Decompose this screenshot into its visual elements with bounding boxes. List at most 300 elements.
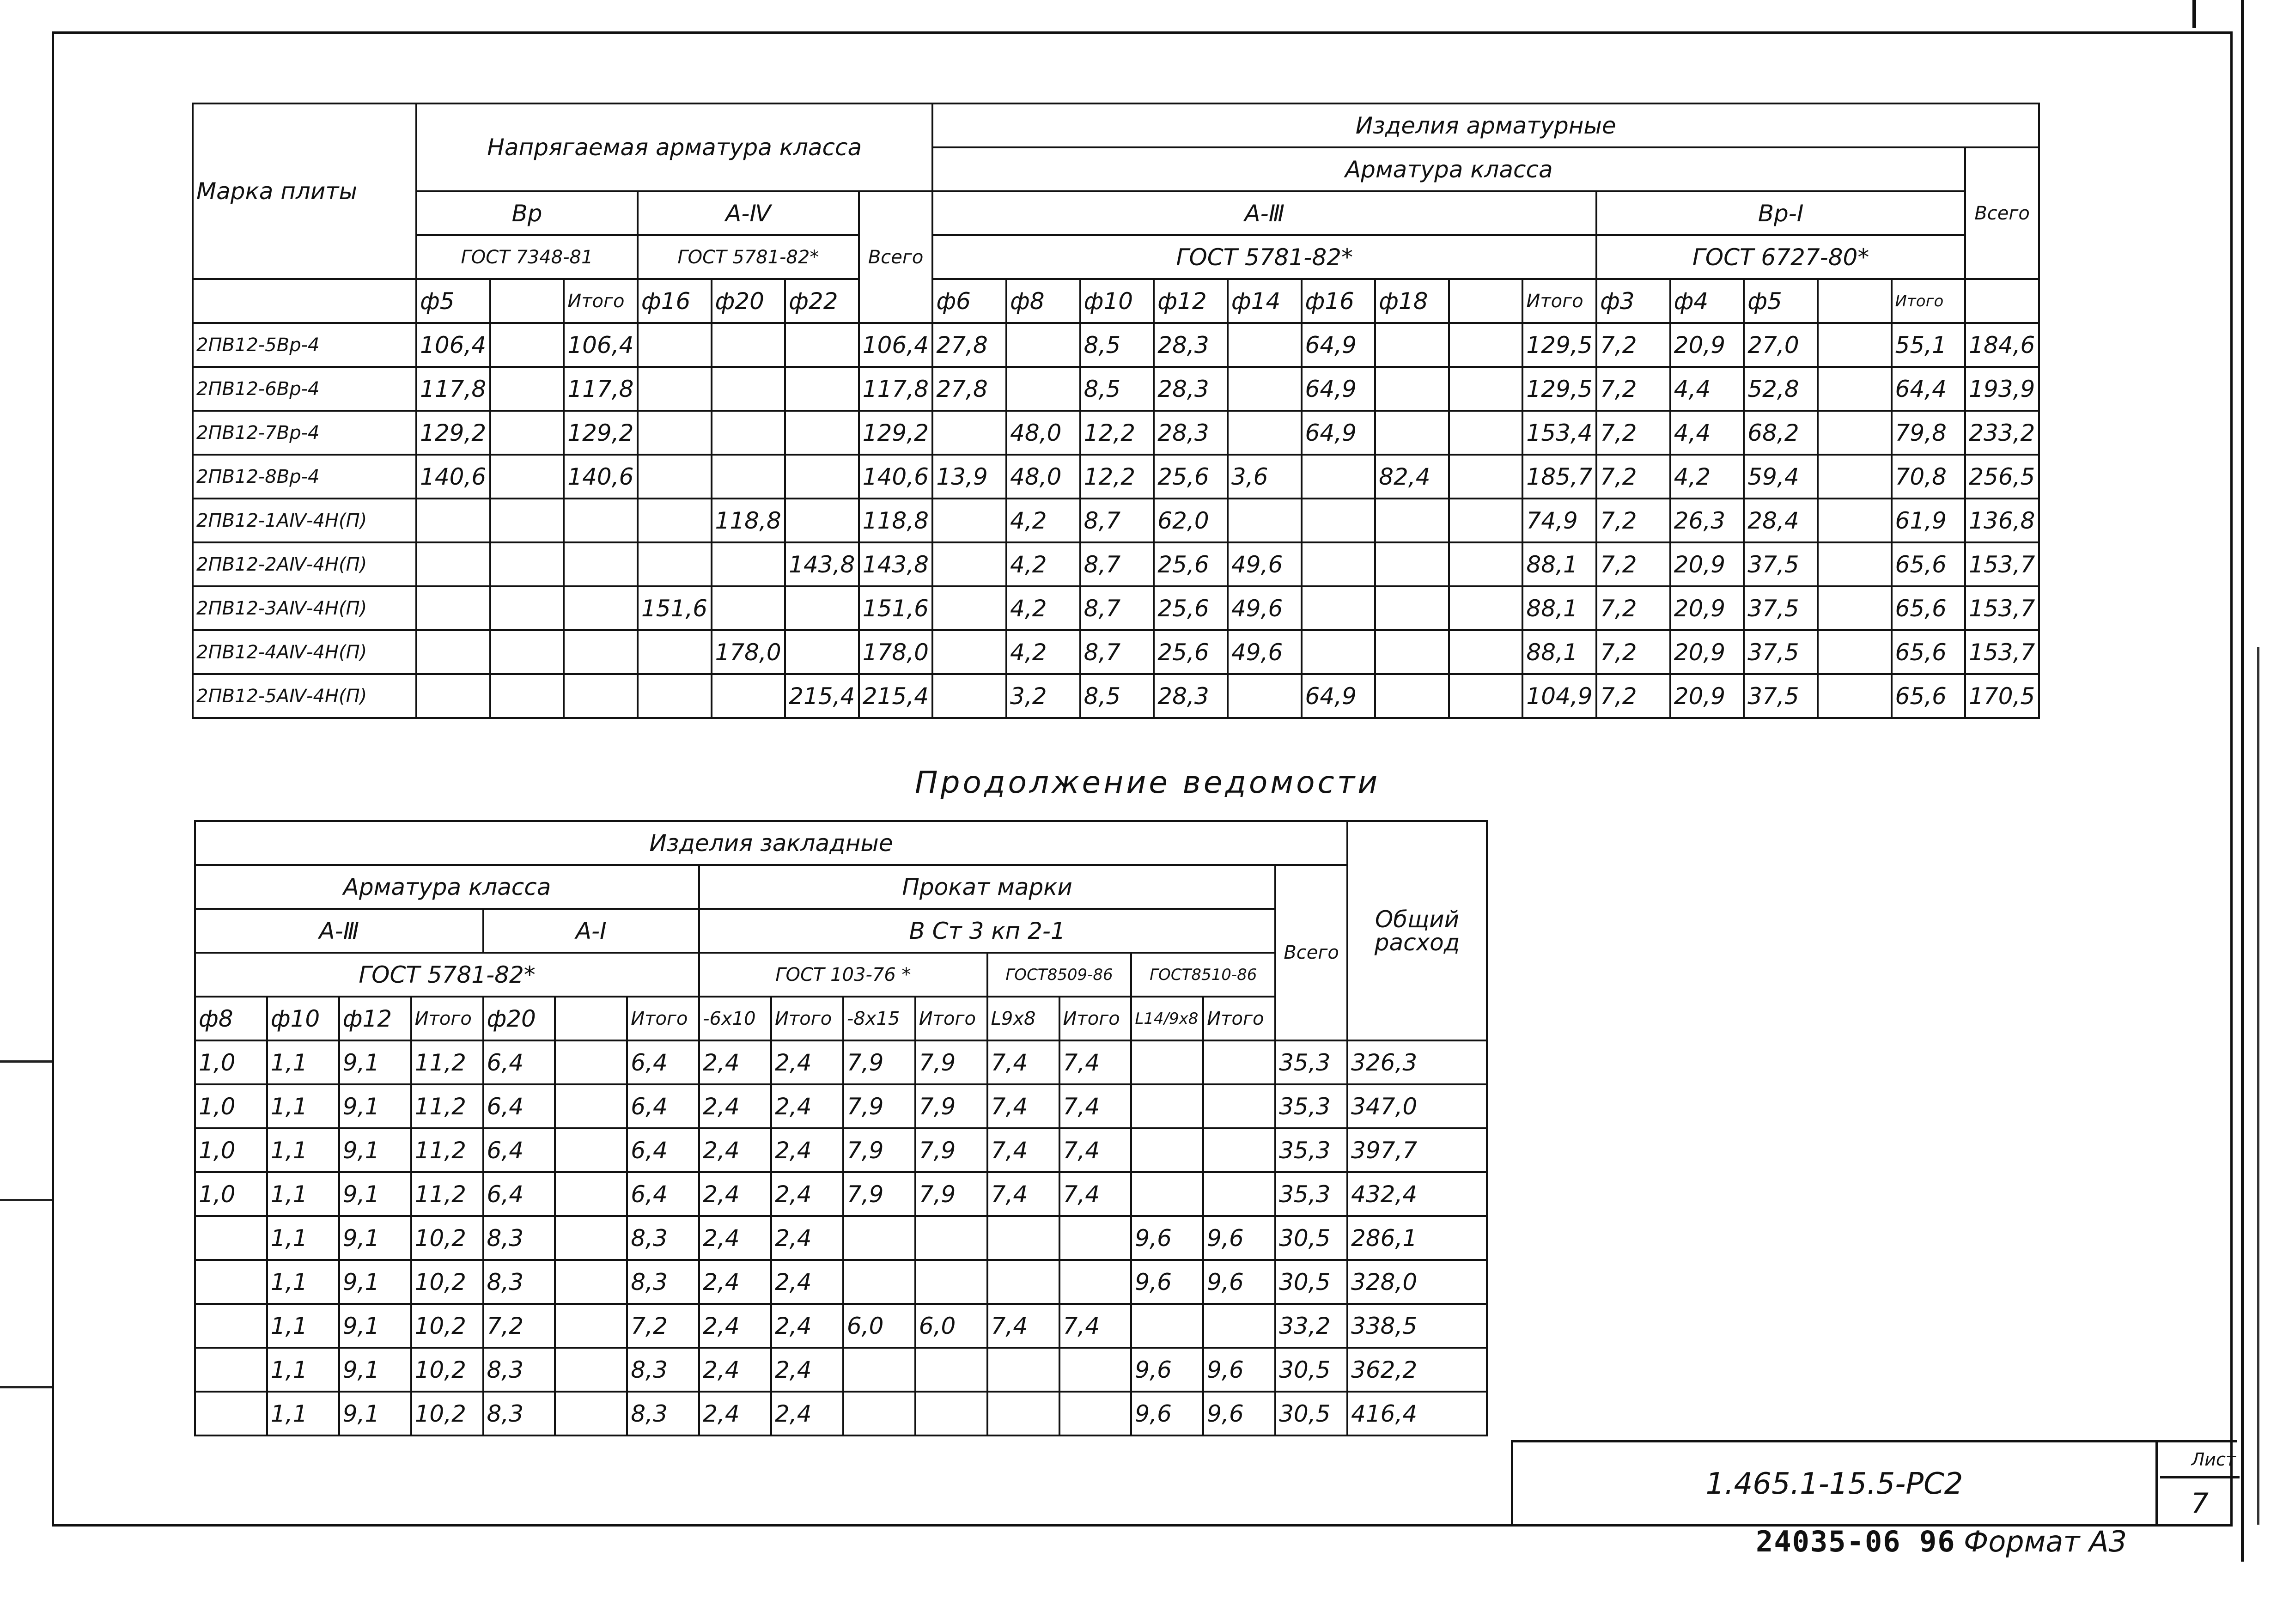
- table-row: [195, 1260, 1487, 1304]
- value-cell: 61,9: [1892, 499, 1966, 542]
- sheet-label: Лист: [2160, 1442, 2240, 1478]
- value-cell: 33,2: [1275, 1304, 1347, 1348]
- diam-header: ф16: [638, 279, 712, 323]
- value-cell: 143,8: [859, 542, 933, 586]
- value-cell: [490, 367, 564, 411]
- value-cell: 106,4: [416, 323, 490, 367]
- header-gost-bp1: ГОСТ 6727-80*: [1596, 235, 1965, 279]
- header-rolled: Прокат марки: [699, 865, 1275, 909]
- value-cell: 7,2: [1596, 499, 1670, 542]
- value-cell: 1,1: [267, 1128, 339, 1172]
- value-cell: 328,0: [1347, 1260, 1487, 1304]
- inventory-number: 24035-06 96: [1756, 1525, 1956, 1558]
- value-cell: 362,2: [1347, 1348, 1487, 1392]
- diam-header: ф6: [932, 279, 1006, 323]
- header-mark: Марка плиты: [193, 103, 416, 279]
- header-embedded-products: Изделия закладные: [195, 821, 1347, 865]
- row-mark-cell: 2ПВ12-6Вр-4: [193, 367, 416, 411]
- table-row: [193, 411, 2039, 455]
- value-cell: 7,4: [987, 1172, 1059, 1216]
- value-cell: [1375, 542, 1449, 586]
- value-cell: 27,0: [1744, 323, 1818, 367]
- value-cell: 7,9: [915, 1172, 987, 1216]
- header-total-consumption: Общий расход: [1347, 821, 1487, 1040]
- value-cell: 6,4: [483, 1172, 555, 1216]
- value-cell: 7,2: [627, 1304, 699, 1348]
- diam-header: ф20: [712, 279, 785, 323]
- value-cell: 286,1: [1347, 1216, 1487, 1260]
- value-cell: [638, 542, 712, 586]
- size-header: [555, 997, 627, 1040]
- value-cell: [416, 630, 490, 674]
- reinforcement-table-body: [193, 323, 2039, 718]
- value-cell: 178,0: [712, 630, 785, 674]
- value-cell: 9,1: [339, 1084, 411, 1128]
- value-cell: [712, 411, 785, 455]
- value-cell: [1818, 411, 1892, 455]
- value-cell: 6,4: [627, 1128, 699, 1172]
- value-cell: 49,6: [1228, 586, 1302, 630]
- value-cell: 347,0: [1347, 1084, 1487, 1128]
- header-gost-a4: ГОСТ 5781-82*: [638, 235, 859, 279]
- value-cell: 215,4: [859, 674, 933, 718]
- value-cell: 129,2: [564, 411, 638, 455]
- value-cell: [555, 1040, 627, 1084]
- value-cell: [195, 1392, 267, 1435]
- value-cell: 10,2: [411, 1304, 483, 1348]
- diam-header: [490, 279, 564, 323]
- size-header: Итого: [627, 997, 699, 1040]
- diam-header: ф12: [1154, 279, 1228, 323]
- value-cell: 4,2: [1006, 542, 1080, 586]
- value-cell: [712, 674, 785, 718]
- value-cell: 2,4: [771, 1172, 843, 1216]
- value-cell: 233,2: [1965, 411, 2039, 455]
- value-cell: 2,4: [771, 1040, 843, 1084]
- value-cell: [987, 1348, 1059, 1392]
- value-cell: 48,0: [1006, 411, 1080, 455]
- value-cell: [555, 1084, 627, 1128]
- value-cell: [712, 367, 785, 411]
- header-class-bp1: Вр-Ⅰ: [1596, 191, 1965, 235]
- value-cell: 140,6: [859, 455, 933, 499]
- value-cell: 55,1: [1892, 323, 1966, 367]
- value-cell: 7,9: [915, 1084, 987, 1128]
- value-cell: [195, 1304, 267, 1348]
- diam-header: Итого: [1522, 279, 1596, 323]
- value-cell: [1302, 630, 1376, 674]
- header-rebar-class: Арматура класса: [195, 865, 699, 909]
- table-row: [193, 586, 2039, 630]
- value-cell: 49,6: [1228, 542, 1302, 586]
- value-cell: [785, 367, 859, 411]
- value-cell: 6,4: [627, 1040, 699, 1084]
- row-mark-cell: 2ПВ12-1АⅣ-4Н(П): [193, 499, 416, 542]
- value-cell: 7,2: [483, 1304, 555, 1348]
- value-cell: 2,4: [699, 1392, 771, 1435]
- value-cell: 7,4: [1059, 1172, 1132, 1216]
- value-cell: [416, 674, 490, 718]
- table-row: [193, 499, 2039, 542]
- value-cell: 25,6: [1154, 542, 1228, 586]
- value-cell: 117,8: [564, 367, 638, 411]
- diam-header: [1449, 279, 1523, 323]
- header-gost-a3: ГОСТ 5781-82*: [932, 235, 1596, 279]
- value-cell: 11,2: [411, 1172, 483, 1216]
- row-mark-cell: 2ПВ12-2АⅣ-4Н(П): [193, 542, 416, 586]
- value-cell: 338,5: [1347, 1304, 1487, 1348]
- diam-header: ф5: [1744, 279, 1818, 323]
- value-cell: 4,2: [1006, 630, 1080, 674]
- value-cell: 153,7: [1965, 542, 2039, 586]
- value-cell: 4,2: [1670, 455, 1744, 499]
- diam-header: ф3: [1596, 279, 1670, 323]
- value-cell: [638, 630, 712, 674]
- value-cell: 129,2: [859, 411, 933, 455]
- value-cell: 6,0: [915, 1304, 987, 1348]
- value-cell: 153,7: [1965, 586, 2039, 630]
- value-cell: [1228, 323, 1302, 367]
- table-row: [195, 1392, 1487, 1435]
- value-cell: 37,5: [1744, 674, 1818, 718]
- value-cell: 8,5: [1080, 674, 1154, 718]
- value-cell: 7,4: [987, 1040, 1059, 1084]
- value-cell: [1203, 1172, 1275, 1216]
- value-cell: [1228, 499, 1302, 542]
- document-id: 1.465.1-15.5-РС2: [1513, 1442, 2158, 1526]
- value-cell: 7,9: [915, 1040, 987, 1084]
- value-cell: [555, 1172, 627, 1216]
- value-cell: [915, 1392, 987, 1435]
- value-cell: 3,2: [1006, 674, 1080, 718]
- value-cell: [195, 1260, 267, 1304]
- value-cell: 143,8: [785, 542, 859, 586]
- size-header: Итого: [771, 997, 843, 1040]
- value-cell: 9,1: [339, 1128, 411, 1172]
- value-cell: [915, 1216, 987, 1260]
- value-cell: 8,3: [627, 1216, 699, 1260]
- value-cell: [490, 411, 564, 455]
- value-cell: 25,6: [1154, 586, 1228, 630]
- header-total-products: Всего: [1965, 147, 2039, 279]
- value-cell: 8,7: [1080, 630, 1154, 674]
- row-mark-cell: 2ПВ12-3АⅣ-4Н(П): [193, 586, 416, 630]
- value-cell: 68,2: [1744, 411, 1818, 455]
- header-gost-bp: ГОСТ 7348-81: [416, 235, 638, 279]
- value-cell: [1818, 455, 1892, 499]
- value-cell: [843, 1216, 915, 1260]
- value-cell: 28,3: [1154, 411, 1228, 455]
- value-cell: 30,5: [1275, 1260, 1347, 1304]
- table-row: [193, 542, 2039, 586]
- value-cell: 8,5: [1080, 367, 1154, 411]
- value-cell: [416, 542, 490, 586]
- size-header: Итого: [411, 997, 483, 1040]
- value-cell: 20,9: [1670, 586, 1744, 630]
- value-cell: 37,5: [1744, 630, 1818, 674]
- value-cell: 1,1: [267, 1084, 339, 1128]
- table-row: [195, 1040, 1487, 1084]
- size-header: Итого: [1059, 997, 1132, 1040]
- value-cell: 416,4: [1347, 1392, 1487, 1435]
- value-cell: 9,1: [339, 1392, 411, 1435]
- value-cell: 6,4: [483, 1040, 555, 1084]
- value-cell: 65,6: [1892, 674, 1966, 718]
- value-cell: 136,8: [1965, 499, 2039, 542]
- value-cell: 11,2: [411, 1084, 483, 1128]
- value-cell: 88,1: [1522, 630, 1596, 674]
- value-cell: [490, 630, 564, 674]
- value-cell: [490, 674, 564, 718]
- embedded-items-table-body: [195, 1040, 1487, 1435]
- fold-mark: [0, 1386, 52, 1388]
- reinforcement-table-main: [192, 103, 2040, 719]
- value-cell: 8,3: [483, 1348, 555, 1392]
- value-cell: [712, 455, 785, 499]
- value-cell: [712, 542, 785, 586]
- table-row: [195, 1128, 1487, 1172]
- header-class-a3: А-Ⅲ: [932, 191, 1596, 235]
- value-cell: 2,4: [771, 1304, 843, 1348]
- value-cell: 82,4: [1375, 455, 1449, 499]
- fold-mark: [0, 1199, 52, 1201]
- fold-mark: [0, 1060, 52, 1063]
- value-cell: 28,3: [1154, 323, 1228, 367]
- value-cell: 20,9: [1670, 542, 1744, 586]
- value-cell: [987, 1260, 1059, 1304]
- value-cell: 1,0: [195, 1084, 267, 1128]
- header-total-prestressed: Всего: [859, 191, 933, 323]
- value-cell: 8,7: [1080, 542, 1154, 586]
- value-cell: 30,5: [1275, 1216, 1347, 1260]
- value-cell: [1449, 674, 1523, 718]
- row-mark-cell: 2ПВ12-5Вр-4: [193, 323, 416, 367]
- value-cell: 3,6: [1228, 455, 1302, 499]
- value-cell: 2,4: [699, 1128, 771, 1172]
- value-cell: [555, 1304, 627, 1348]
- value-cell: [1818, 542, 1892, 586]
- size-header: ф8: [195, 997, 267, 1040]
- value-cell: 7,9: [915, 1128, 987, 1172]
- value-cell: 106,4: [859, 323, 933, 367]
- value-cell: 7,2: [1596, 455, 1670, 499]
- value-cell: [1302, 499, 1376, 542]
- size-header: Итого: [915, 997, 987, 1040]
- value-cell: 1,1: [267, 1348, 339, 1392]
- value-cell: 7,9: [843, 1128, 915, 1172]
- value-cell: 106,4: [564, 323, 638, 367]
- value-cell: [785, 323, 859, 367]
- value-cell: [1203, 1084, 1275, 1128]
- value-cell: 4,2: [1006, 499, 1080, 542]
- continuation-caption: Продолжение ведомости: [915, 765, 1381, 800]
- value-cell: 2,4: [771, 1392, 843, 1435]
- value-cell: 7,2: [1596, 586, 1670, 630]
- value-cell: [932, 630, 1006, 674]
- value-cell: [915, 1260, 987, 1304]
- value-cell: 129,5: [1522, 323, 1596, 367]
- header-total-products-cont: [1965, 279, 2039, 323]
- header-products: Изделия арматурные: [932, 103, 2039, 147]
- value-cell: 8,3: [627, 1260, 699, 1304]
- value-cell: [1818, 323, 1892, 367]
- value-cell: 118,8: [712, 499, 785, 542]
- value-cell: [712, 586, 785, 630]
- value-cell: 26,3: [1670, 499, 1744, 542]
- value-cell: 11,2: [411, 1128, 483, 1172]
- row-mark-cell: 2ПВ12-5АⅣ-4Н(П): [193, 674, 416, 718]
- diam-header: ф10: [1080, 279, 1154, 323]
- value-cell: 1,1: [267, 1172, 339, 1216]
- value-cell: 8,3: [483, 1216, 555, 1260]
- value-cell: 7,4: [987, 1084, 1059, 1128]
- value-cell: [1818, 367, 1892, 411]
- header-mark-cont: [193, 279, 416, 323]
- value-cell: [638, 455, 712, 499]
- value-cell: 9,6: [1203, 1392, 1275, 1435]
- value-cell: 1,0: [195, 1172, 267, 1216]
- value-cell: [1375, 367, 1449, 411]
- value-cell: 9,6: [1203, 1216, 1275, 1260]
- value-cell: 10,2: [411, 1348, 483, 1392]
- value-cell: 4,2: [1006, 586, 1080, 630]
- title-block: [1511, 1440, 2237, 1526]
- value-cell: 4,4: [1670, 367, 1744, 411]
- value-cell: [843, 1392, 915, 1435]
- value-cell: 2,4: [699, 1260, 771, 1304]
- value-cell: [932, 674, 1006, 718]
- value-cell: 2,4: [699, 1348, 771, 1392]
- top-corner-mark: [2192, 0, 2196, 28]
- value-cell: 215,4: [785, 674, 859, 718]
- value-cell: 28,4: [1744, 499, 1818, 542]
- value-cell: 7,9: [843, 1172, 915, 1216]
- header-class-bp: Вр: [416, 191, 638, 235]
- value-cell: 35,3: [1275, 1084, 1347, 1128]
- value-cell: [1818, 630, 1892, 674]
- table-row: [193, 630, 2039, 674]
- value-cell: 7,4: [1059, 1040, 1132, 1084]
- value-cell: 7,4: [987, 1304, 1059, 1348]
- size-header: -8х15: [843, 997, 915, 1040]
- value-cell: 8,3: [483, 1260, 555, 1304]
- value-cell: 140,6: [416, 455, 490, 499]
- header-gost-8510: ГОСТ8510-86: [1131, 953, 1275, 997]
- value-cell: 88,1: [1522, 586, 1596, 630]
- value-cell: 12,2: [1080, 455, 1154, 499]
- value-cell: 1,0: [195, 1128, 267, 1172]
- diam-header: ф14: [1228, 279, 1302, 323]
- value-cell: 65,6: [1892, 542, 1966, 586]
- value-cell: 27,8: [932, 367, 1006, 411]
- value-cell: [564, 542, 638, 586]
- value-cell: [1131, 1172, 1203, 1216]
- value-cell: 8,3: [627, 1392, 699, 1435]
- header-embedded-total: Всего: [1275, 865, 1347, 1040]
- value-cell: 1,0: [195, 1040, 267, 1084]
- value-cell: 9,6: [1203, 1260, 1275, 1304]
- value-cell: [1449, 411, 1523, 455]
- row-mark-cell: 2ПВ12-7Вр-4: [193, 411, 416, 455]
- value-cell: 9,1: [339, 1348, 411, 1392]
- value-cell: 48,0: [1006, 455, 1080, 499]
- value-cell: 185,7: [1522, 455, 1596, 499]
- value-cell: 62,0: [1154, 499, 1228, 542]
- value-cell: 65,6: [1892, 630, 1966, 674]
- value-cell: [638, 674, 712, 718]
- value-cell: 6,0: [843, 1304, 915, 1348]
- value-cell: [1131, 1304, 1203, 1348]
- value-cell: [1449, 367, 1523, 411]
- value-cell: [564, 630, 638, 674]
- value-cell: 7,2: [1596, 411, 1670, 455]
- diam-header: ф4: [1670, 279, 1744, 323]
- value-cell: 35,3: [1275, 1128, 1347, 1172]
- value-cell: 117,8: [859, 367, 933, 411]
- embedded-items-table: [194, 820, 1488, 1436]
- value-cell: [1449, 542, 1523, 586]
- value-cell: [1375, 674, 1449, 718]
- value-cell: [1449, 630, 1523, 674]
- value-cell: [490, 542, 564, 586]
- value-cell: 88,1: [1522, 542, 1596, 586]
- value-cell: [932, 499, 1006, 542]
- value-cell: 9,6: [1131, 1392, 1203, 1435]
- value-cell: 59,4: [1744, 455, 1818, 499]
- value-cell: [1449, 323, 1523, 367]
- value-cell: 129,5: [1522, 367, 1596, 411]
- size-header: -6х10: [699, 997, 771, 1040]
- value-cell: [1131, 1040, 1203, 1084]
- value-cell: [1203, 1128, 1275, 1172]
- value-cell: [555, 1392, 627, 1435]
- value-cell: [1228, 674, 1302, 718]
- table-row: [193, 367, 2039, 411]
- value-cell: 432,4: [1347, 1172, 1487, 1216]
- value-cell: 37,5: [1744, 586, 1818, 630]
- value-cell: 9,1: [339, 1040, 411, 1084]
- value-cell: 20,9: [1670, 674, 1744, 718]
- size-header: L9х8: [987, 997, 1059, 1040]
- value-cell: [1203, 1304, 1275, 1348]
- value-cell: 49,6: [1228, 630, 1302, 674]
- value-cell: 7,2: [1596, 367, 1670, 411]
- value-cell: [490, 323, 564, 367]
- value-cell: 13,9: [932, 455, 1006, 499]
- row-mark-cell: 2ПВ12-4АⅣ-4Н(П): [193, 630, 416, 674]
- value-cell: [1131, 1084, 1203, 1128]
- value-cell: [490, 586, 564, 630]
- value-cell: [712, 323, 785, 367]
- diam-header: ф18: [1375, 279, 1449, 323]
- diam-header: ф22: [785, 279, 859, 323]
- value-cell: [1059, 1348, 1132, 1392]
- value-cell: [987, 1392, 1059, 1435]
- diam-header: ф16: [1302, 279, 1376, 323]
- value-cell: [1449, 586, 1523, 630]
- value-cell: 117,8: [416, 367, 490, 411]
- value-cell: 129,2: [416, 411, 490, 455]
- value-cell: [1059, 1392, 1132, 1435]
- value-cell: 140,6: [564, 455, 638, 499]
- value-cell: 9,1: [339, 1216, 411, 1260]
- value-cell: 11,2: [411, 1040, 483, 1084]
- value-cell: 2,4: [699, 1304, 771, 1348]
- value-cell: 153,7: [1965, 630, 2039, 674]
- value-cell: 7,2: [1596, 674, 1670, 718]
- table-row: [195, 1216, 1487, 1260]
- diam-header: ф8: [1006, 279, 1080, 323]
